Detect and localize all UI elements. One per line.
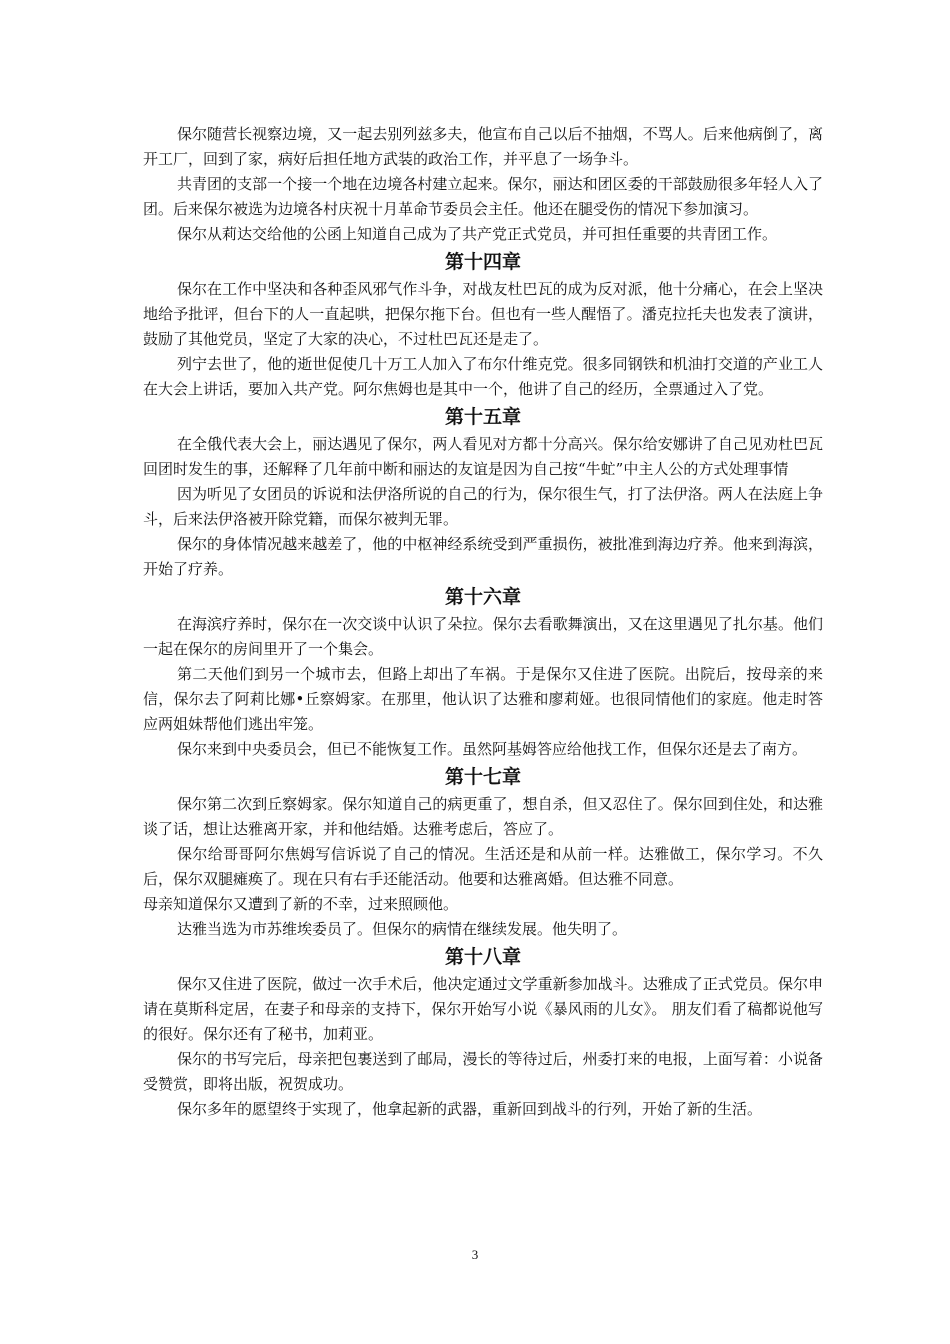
chapter-heading: 第十七章 [444,766,521,788]
paragraph: 在全俄代表大会上，丽达遇见了保尔，两人看见对方都十分高兴。保尔给安娜讲了自己见劝杜巴瓦回团时发生的事，还解释了几年前中断和丽达的友谊是因为自己按“牛虻”中主人公的方式处理事情 [143,435,823,478]
paragraph: 保尔给哥哥阿尔焦姆写信诉说了自己的情况。生活还是和从前一样。达雅做工，保尔学习。不久后，保尔双腿瘫痪了。现在只有右手还能活动。他要和达雅离婚。但达雅不同意。 [143,845,823,888]
paragraph: 保尔的身体情况越来越差了，他的中枢神经系统受到严重损伤，被批准到海边疗养。他来到海滨，开始了疗养。 [143,535,823,578]
page-body [143,122,823,1122]
chapter-heading: 第十四章 [444,251,521,273]
paragraph: 保尔来到中央委员会，但已不能恢复工作。虽然阿基姆答应给他找工作，但保尔还是去了南方。 [177,740,808,758]
paragraph: 列宁去世了，他的逝世促使几十万工人加入了布尔什维克党。很多同钢铁和机油打交道的产业工人在大会上讲话，要加入共产党。阿尔焦姆也是其中一个，他讲了自己的经历，全票通过入了党。 [143,355,823,398]
chapter-heading: 第十八章 [444,946,521,968]
paragraph: 保尔随营长视察边境，又一起去别列兹多夫，他宣布自己以后不抽烟，不骂人。后来他病倒了，离开工厂，回到了家，病好后担任地方武装的政治工作，并平息了一场争斗。 [143,125,823,168]
paragraph: 保尔从莉达交给他的公函上知道自己成为了共产党正式党员，并可担任重要的共青团工作。 [177,225,778,243]
page-number: 3 [471,1247,479,1262]
paragraph: 保尔又住进了医院，做过一次手术后，他决定通过文学重新参加战斗。达雅成了正式党员。保尔申请在莫斯科定居，在妻子和母亲的支持下，保尔开始写小说《暴风雨的儿女》。 朋友们看了稿都说他写的很好。保尔还有了秘书，加莉亚。 [143,975,823,1043]
paragraph: 保尔多年的愿望终于实现了，他拿起新的武器，重新回到战斗的行列，开始了新的生活。 [177,1100,763,1118]
paragraph: 第二天他们到另一个城市去，但路上却出了车祸。于是保尔又住进了医院。出院后，按母亲的来信，保尔去了阿莉比娜•丘察姆家。在那里，他认识了达雅和廖莉娅。也很同情他们的家庭。他走时答应两姐妹帮他们逃出牢笼。 [143,665,823,733]
paragraph: 达雅当选为市苏维埃委员了。但保尔的病情在继续发展。他失明了。 [177,920,628,938]
paragraph: 共青团的支部一个接一个地在边境各村建立起来。保尔，丽达和团区委的干部鼓励很多年轻人入了团。后来保尔被选为边境各村庆祝十月革命节委员会主任。他还在腿受伤的情况下参加演习。 [143,175,823,218]
chapter-heading: 第十五章 [444,406,521,428]
paragraph: 保尔第二次到丘察姆家。保尔知道自己的病更重了，想自杀，但又忍住了。保尔回到住处，和达雅谈了话，想让达雅离开家，并和他结婚。达雅考虑后，答应了。 [143,795,823,838]
paragraph: 母亲知道保尔又遭到了新的不幸，过来照顾他。 [143,895,459,913]
paragraph: 保尔在工作中坚决和各种歪风邪气作斗争，对战友杜巴瓦的成为反对派，他十分痛心，在会上坚决地给予批评，但台下的人一直起哄，把保尔拖下台。但也有一些人醒悟了。潘克拉托夫也发表了演讲，鼓励了其他党员，坚定了大家的决心，不过杜巴瓦还是走了。 [143,280,823,348]
paragraph: 保尔的书写完后，母亲把包裹送到了邮局，漫长的等待过后，州委打来的电报，上面写着：小说备受赞赏，即将出版，祝贺成功。 [143,1050,823,1093]
chapter-heading: 第十六章 [444,586,521,608]
paragraph: 因为听见了女团员的诉说和法伊洛所说的自己的行为，保尔很生气，打了法伊洛。两人在法庭上争斗，后来法伊洛被开除党籍，而保尔被判无罪。 [143,485,823,528]
paragraph: 在海滨疗养时，保尔在一次交谈中认识了朵拉。保尔去看歌舞演出，又在这里遇见了扎尔基。他们一起在保尔的房间里开了一个集会。 [143,615,823,658]
